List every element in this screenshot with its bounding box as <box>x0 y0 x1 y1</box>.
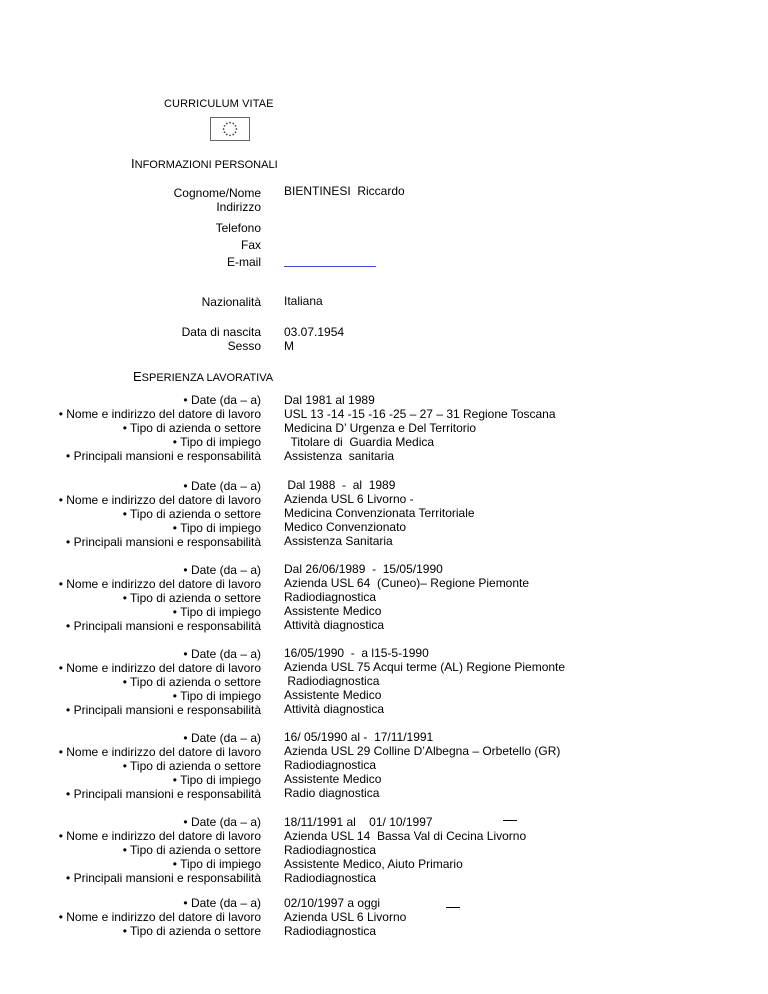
section-rest: NFORMAZIONI PERSONALI <box>134 159 278 171</box>
experience-labels-1 <box>21 393 261 463</box>
label-employer: • Nome e indirizzo del datore di lavoro <box>58 661 261 675</box>
experience-entry-1 <box>284 393 584 463</box>
entry-duties: Radio diagnostica <box>284 786 380 800</box>
entry-employer: Azienda USL 6 Livorno <box>284 910 407 924</box>
label-sector: • Tipo di azienda o settore <box>122 675 261 689</box>
entry-employer: Azienda USL 6 Livorno - <box>284 492 414 506</box>
document-title: CURRICULUM VITAE <box>164 98 274 110</box>
label-fax: Fax <box>240 238 261 252</box>
entry-sector: Radiodiagnostica <box>284 924 377 938</box>
value-nazionalita: Italiana <box>284 294 323 308</box>
entry-date: 16/ 05/1990 al - 17/11/1991 <box>284 730 434 744</box>
label-employer: • Nome e indirizzo del datore di lavoro <box>58 407 261 421</box>
personal-name-value <box>284 184 584 198</box>
section-heading-experience <box>133 369 273 384</box>
label-date: • Date (da – a) <box>183 393 261 407</box>
entry-date: Dal 26/06/1989 - 15/05/1990 <box>284 562 443 576</box>
entry-job-type: Assistente Medico <box>284 604 382 618</box>
label-job-type: • Tipo di impiego <box>172 521 261 535</box>
label-duties: • Principali mansioni e responsabilità <box>66 703 261 717</box>
experience-labels-2 <box>21 479 261 549</box>
label-job-type: • Tipo di impiego <box>172 689 261 703</box>
dash-mark <box>446 907 460 908</box>
label-duties: • Principali mansioni e responsabilità <box>66 619 261 633</box>
entry-employer: Azienda USL 75 Acqui terme (AL) Regione Piemonte <box>284 660 566 674</box>
value-cognome-nome: BIENTINESI Riccardo <box>284 184 405 198</box>
label-cognome-nome: Cognome/Nome <box>173 186 261 200</box>
label-date: • Date (da – a) <box>183 479 261 493</box>
section-rest: SPERIENZA LAVORATIVA <box>141 372 274 384</box>
label-indirizzo: Indirizzo <box>216 200 261 214</box>
entry-date: 02/10/1997 a oggi <box>284 896 381 910</box>
label-duties: • Principali mansioni e responsabilità <box>66 449 261 463</box>
label-date: • Date (da – a) <box>183 896 261 910</box>
value-sesso: M <box>284 339 294 353</box>
label-date: • Date (da – a) <box>183 647 261 661</box>
label-data-nascita: Data di nascita <box>181 325 261 339</box>
section-initial: E <box>133 369 142 384</box>
entry-job-type: Assistente Medico <box>284 772 382 786</box>
label-birth-group <box>21 325 261 353</box>
entry-duties: Radiodiagnostica <box>284 871 377 885</box>
label-employer: • Nome e indirizzo del datore di lavoro <box>58 910 261 924</box>
label-sector: • Tipo di azienda o settore <box>122 843 261 857</box>
entry-job-type: Assistente Medico, Aiuto Primario <box>284 857 463 871</box>
label-employer: • Nome e indirizzo del datore di lavoro <box>58 745 261 759</box>
experience-entry-2 <box>284 478 584 548</box>
experience-entry-4 <box>284 646 584 716</box>
entry-duties: Assistenza sanitaria <box>284 449 395 463</box>
entry-employer: Azienda USL 14 Bassa Val di Cecina Livorno <box>284 829 527 843</box>
label-duties: • Principali mansioni e responsabilità <box>66 871 261 885</box>
label-employer: • Nome e indirizzo del datore di lavoro <box>58 829 261 843</box>
experience-labels-7 <box>21 896 261 938</box>
label-duties: • Principali mansioni e responsabilità <box>66 535 261 549</box>
entry-date: 16/05/1990 - a l15-5-1990 <box>284 646 429 660</box>
entry-job-type: Assistente Medico <box>284 688 382 702</box>
entry-job-type: Titolare di Guardia Medica <box>284 435 435 449</box>
label-job-type: • Tipo di impiego <box>172 605 261 619</box>
experience-entry-7 <box>284 896 584 938</box>
label-sesso: Sesso <box>227 339 261 353</box>
label-date: • Date (da – a) <box>183 731 261 745</box>
label-email: E-mail <box>226 255 261 269</box>
section-heading-personal <box>131 156 278 171</box>
entry-employer: Azienda USL 64 (Cuneo)– Regione Piemonte <box>284 576 530 590</box>
label-job-type: • Tipo di impiego <box>172 435 261 449</box>
experience-labels-5 <box>21 731 261 801</box>
label-group-contact <box>21 220 261 271</box>
entry-date: 18/11/1991 al 01/ 10/1997 <box>284 815 433 829</box>
entry-sector: Medicina D’ Urgenza e Del Territorio <box>284 421 477 435</box>
entry-employer: Azienda USL 29 Colline D’Albegna – Orbetello (GR) <box>284 744 561 758</box>
entry-sector: Radiodiagnostica <box>284 674 380 688</box>
dash-mark <box>503 820 517 821</box>
entry-job-type: Medico Convenzionato <box>284 520 407 534</box>
label-job-type: • Tipo di impiego <box>172 857 261 871</box>
entry-date: Dal 1981 al 1989 <box>284 393 375 407</box>
label-sector: • Tipo di azienda o settore <box>122 421 261 435</box>
label-sector: • Tipo di azienda o settore <box>122 759 261 773</box>
entry-sector: Radiodiagnostica <box>284 843 377 857</box>
experience-entry-3 <box>284 562 584 632</box>
label-date: • Date (da – a) <box>183 815 261 829</box>
entry-date: Dal 1988 - al 1989 <box>284 478 396 492</box>
label-job-type: • Tipo di impiego <box>172 773 261 787</box>
entry-duties: Assistenza Sanitaria <box>284 534 393 548</box>
label-sector: • Tipo di azienda o settore <box>122 507 261 521</box>
experience-entry-5 <box>284 730 584 800</box>
entry-employer: USL 13 -14 -15 -16 -25 – 27 – 31 Regione Toscana <box>284 407 556 421</box>
experience-entry-6 <box>284 815 584 885</box>
label-telefono: Telefono <box>215 221 261 235</box>
entry-duties: Attività diagnostica <box>284 702 385 716</box>
label-date: • Date (da – a) <box>183 563 261 577</box>
entry-sector: Medicina Convenzionata Territoriale <box>284 506 475 520</box>
experience-labels-4 <box>21 647 261 717</box>
label-employer: • Nome e indirizzo del datore di lavoro <box>58 577 261 591</box>
value-birth-group <box>284 325 584 353</box>
experience-labels-6 <box>21 815 261 885</box>
experience-labels-3 <box>21 563 261 633</box>
label-nazionalita: Nazionalità <box>201 295 261 309</box>
label-duties: • Principali mansioni e responsabilità <box>66 787 261 801</box>
email-link[interactable] <box>284 266 376 267</box>
label-employer: • Nome e indirizzo del datore di lavoro <box>58 493 261 507</box>
entry-sector: Radiodiagnostica <box>284 758 377 772</box>
section-initial: I <box>131 156 135 171</box>
label-sector: • Tipo di azienda o settore <box>122 924 261 938</box>
personal-labels <box>21 186 261 214</box>
eu-flag-logo <box>210 117 250 141</box>
label-sector: • Tipo di azienda o settore <box>122 591 261 605</box>
entry-sector: Radiodiagnostica <box>284 590 377 604</box>
entry-duties: Attività diagnostica <box>284 618 385 632</box>
value-data-nascita: 03.07.1954 <box>284 325 345 339</box>
